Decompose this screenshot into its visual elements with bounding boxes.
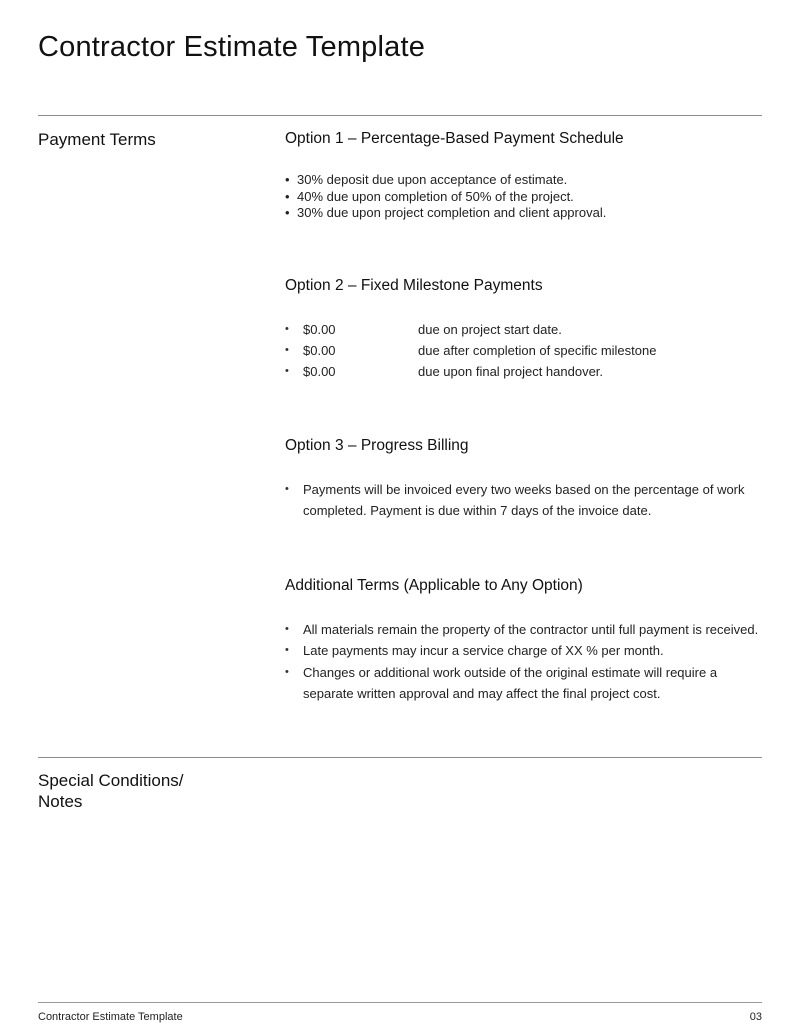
option2-list (285, 319, 762, 382)
list-item (285, 189, 762, 206)
list-item-text: 40% due upon completion of 50% of the project. (297, 188, 574, 204)
list-item-text: 30% due upon project completion and client approval. (297, 205, 607, 221)
additional-terms-list (285, 619, 762, 705)
special-conditions-heading (38, 770, 762, 812)
bullet-icon: • (285, 482, 289, 495)
list-item (285, 205, 762, 222)
milestone-amount: $0.00 (303, 363, 336, 379)
right-column (285, 129, 762, 705)
special-conditions-line2: Notes (38, 791, 83, 811)
milestone-description: due after completion of specific milestone (418, 342, 657, 358)
additional-terms-heading: Additional Terms (Applicable to Any Option) (285, 576, 583, 594)
option3-heading: Option 3 – Progress Billing (285, 436, 469, 454)
option3-block (285, 436, 762, 522)
list-item (285, 662, 762, 705)
list-item-text: Late payments may incur a service charge of XX % per month. (303, 643, 664, 659)
list-item (285, 619, 762, 641)
option1-heading: Option 1 – Percentage-Based Payment Schedule (285, 130, 624, 148)
payment-terms-heading: Payment Terms (38, 130, 156, 150)
page-footer (38, 1002, 762, 1023)
bullet-icon: • (285, 188, 290, 204)
list-item (285, 640, 762, 662)
bullet-icon: • (285, 644, 289, 657)
milestone-description: due upon final project handover. (418, 363, 604, 379)
payment-terms-section (38, 116, 762, 705)
list-item-text: All materials remain the property of the contractor until full payment is received. (303, 621, 759, 637)
footer-page-number: 03 (749, 1011, 762, 1023)
page-title: Contractor Estimate Template (38, 31, 426, 63)
option1-list (285, 172, 762, 222)
milestone-row (285, 361, 762, 382)
milestone-description: due on project start date. (418, 321, 562, 337)
bullet-icon: • (285, 322, 289, 335)
bullet-icon: • (285, 343, 289, 356)
bullet-icon: • (285, 622, 289, 635)
option2-block (285, 276, 762, 382)
milestone-row (285, 319, 762, 340)
special-conditions-line1: Special Conditions/ (38, 770, 184, 790)
option3-list (285, 479, 762, 522)
option2-heading: Option 2 – Fixed Milestone Payments (285, 276, 543, 294)
list-item-text: 30% deposit due upon acceptance of estimate. (297, 172, 568, 188)
list-item-text: Payments will be invoiced every two weeks based on the percentage of work completed. Payment is due within 7 days of the invoice date. (303, 481, 745, 519)
footer-title: Contractor Estimate Template (38, 1011, 183, 1023)
list-item (285, 172, 762, 189)
left-column (38, 129, 285, 705)
milestone-row (285, 340, 762, 361)
bullet-icon: • (285, 205, 290, 221)
milestone-amount: $0.00 (303, 342, 336, 358)
bullet-icon: • (285, 665, 289, 678)
bullet-icon: • (285, 172, 290, 188)
bullet-icon: • (285, 364, 289, 377)
special-conditions-section (38, 758, 762, 812)
milestone-amount: $0.00 (303, 321, 336, 337)
list-item (285, 479, 762, 522)
list-item-text: Changes or additional work outside of the original estimate will require a separate written approval and may affect the final project cost. (303, 664, 718, 702)
additional-terms-block (285, 576, 762, 705)
option1-block (285, 129, 762, 222)
